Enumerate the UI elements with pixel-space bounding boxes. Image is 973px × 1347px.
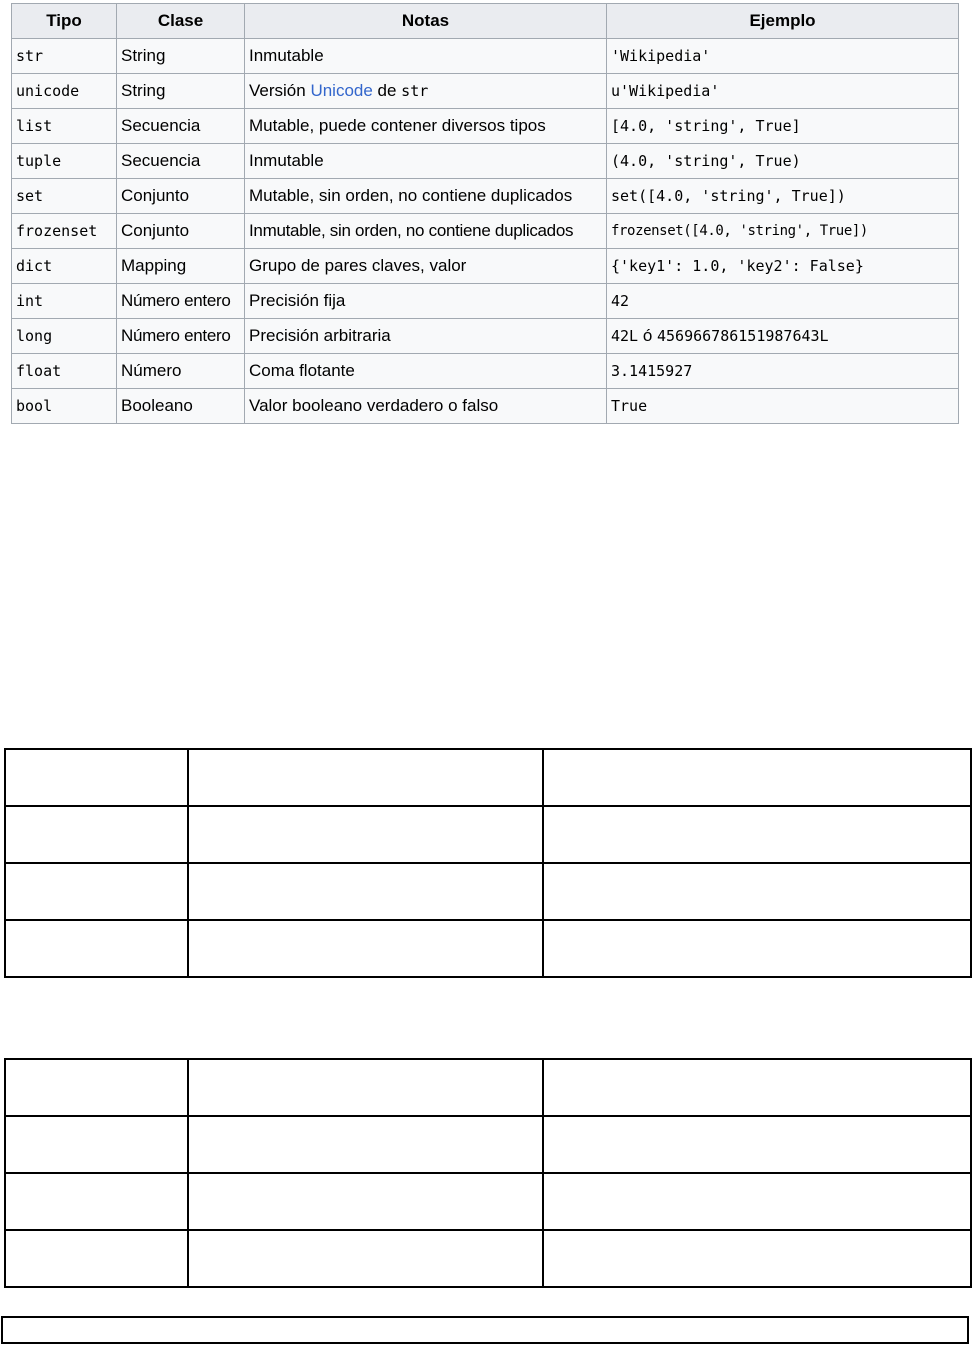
cell-clase: Secuencia xyxy=(117,109,245,144)
empty-cell xyxy=(543,806,971,863)
empty-grid-table-1 xyxy=(4,748,972,978)
empty-cell xyxy=(543,749,971,806)
cell-notas: Mutable, puede contener diversos tipos xyxy=(245,109,607,144)
notas-text: de xyxy=(372,81,402,100)
empty-cell xyxy=(543,863,971,920)
cell-notas: Grupo de pares claves, valor xyxy=(245,249,607,284)
table-row xyxy=(12,389,959,424)
empty-cell xyxy=(5,1230,188,1287)
empty-cell xyxy=(188,1116,543,1173)
empty-cell xyxy=(543,1173,971,1230)
table-row xyxy=(5,863,971,920)
cell-ejemplo: [4.0, 'string', True] xyxy=(607,109,959,144)
table-row xyxy=(12,179,959,214)
table-row xyxy=(5,1059,971,1116)
python-types-table xyxy=(11,3,959,424)
table-row xyxy=(12,319,959,354)
cell-clase: String xyxy=(117,39,245,74)
cell-clase: Conjunto xyxy=(117,179,245,214)
empty-text-box xyxy=(1,1316,969,1344)
table-row xyxy=(12,74,959,109)
cell-tipo: tuple xyxy=(12,144,117,179)
cell-clase: Conjunto xyxy=(117,214,245,249)
cell-tipo: dict xyxy=(12,249,117,284)
empty-cell xyxy=(188,1173,543,1230)
cell-notas: Inmutable xyxy=(245,144,607,179)
cell-tipo: bool xyxy=(12,389,117,424)
cell-tipo: long xyxy=(12,319,117,354)
empty-cell xyxy=(5,1116,188,1173)
empty-cell xyxy=(5,1173,188,1230)
empty-cell xyxy=(188,1230,543,1287)
cell-ejemplo: set([4.0, 'string', True]) xyxy=(607,179,959,214)
cell-notas: Mutable, sin orden, no contiene duplicados xyxy=(245,179,607,214)
empty-cell xyxy=(188,863,543,920)
ejemplo-or: ó xyxy=(638,326,657,345)
cell-ejemplo: {'key1': 1.0, 'key2': False} xyxy=(607,249,959,284)
cell-clase: Número entero xyxy=(117,284,245,319)
cell-notas: Inmutable, sin orden, no contiene duplicados xyxy=(245,214,607,249)
table-row xyxy=(12,249,959,284)
empty-cell xyxy=(5,1059,188,1116)
table-row xyxy=(5,806,971,863)
table-row xyxy=(5,1173,971,1230)
notas-code: str xyxy=(401,82,429,100)
table-row xyxy=(12,284,959,319)
empty-cell xyxy=(188,749,543,806)
empty-cell xyxy=(543,920,971,977)
cell-clase: Número xyxy=(117,354,245,389)
cell-tipo: frozenset xyxy=(12,214,117,249)
empty-cell xyxy=(5,863,188,920)
table-row xyxy=(5,920,971,977)
ejemplo-code: 456966786151987643L xyxy=(657,327,829,345)
cell-ejemplo: frozenset([4.0, 'string', True]) xyxy=(607,214,959,249)
cell-ejemplo: True xyxy=(607,389,959,424)
cell-notas: Valor booleano verdadero o falso xyxy=(245,389,607,424)
cell-notas: Coma flotante xyxy=(245,354,607,389)
empty-cell xyxy=(5,920,188,977)
notas-text: Versión xyxy=(249,81,311,100)
header-ejemplo: Ejemplo xyxy=(607,4,959,39)
cell-ejemplo: 42 xyxy=(607,284,959,319)
header-tipo: Tipo xyxy=(12,4,117,39)
cell-tipo: float xyxy=(12,354,117,389)
cell-ejemplo: u'Wikipedia' xyxy=(607,74,959,109)
table-row xyxy=(12,214,959,249)
cell-clase: Booleano xyxy=(117,389,245,424)
empty-grid-table-2 xyxy=(4,1058,972,1288)
header-notas: Notas xyxy=(245,4,607,39)
table-row xyxy=(12,354,959,389)
empty-cell xyxy=(188,806,543,863)
cell-tipo: int xyxy=(12,284,117,319)
table-row xyxy=(12,109,959,144)
cell-tipo: set xyxy=(12,179,117,214)
table-row xyxy=(5,1230,971,1287)
cell-clase: String xyxy=(117,74,245,109)
ejemplo-code: 42L xyxy=(611,327,639,345)
cell-ejemplo: 3.1415927 xyxy=(607,354,959,389)
cell-notas xyxy=(245,74,607,109)
cell-ejemplo xyxy=(607,319,959,354)
table-header-row xyxy=(12,4,959,39)
cell-notas: Inmutable xyxy=(245,39,607,74)
cell-tipo: str xyxy=(12,39,117,74)
empty-cell xyxy=(543,1059,971,1116)
cell-notas: Precisión arbitraria xyxy=(245,319,607,354)
cell-clase: Mapping xyxy=(117,249,245,284)
empty-cell xyxy=(5,806,188,863)
cell-tipo: unicode xyxy=(12,74,117,109)
empty-cell xyxy=(543,1116,971,1173)
empty-cell xyxy=(543,1230,971,1287)
cell-notas: Precisión fija xyxy=(245,284,607,319)
table-row xyxy=(5,749,971,806)
cell-clase: Secuencia xyxy=(117,144,245,179)
unicode-link[interactable]: Unicode xyxy=(310,81,373,100)
empty-cell xyxy=(5,749,188,806)
header-clase: Clase xyxy=(117,4,245,39)
cell-clase: Número entero xyxy=(117,319,245,354)
table-row xyxy=(12,39,959,74)
empty-cell xyxy=(188,920,543,977)
table-row xyxy=(12,144,959,179)
cell-tipo: list xyxy=(12,109,117,144)
empty-cell xyxy=(188,1059,543,1116)
cell-ejemplo: (4.0, 'string', True) xyxy=(607,144,959,179)
cell-ejemplo: 'Wikipedia' xyxy=(607,39,959,74)
table-row xyxy=(5,1116,971,1173)
